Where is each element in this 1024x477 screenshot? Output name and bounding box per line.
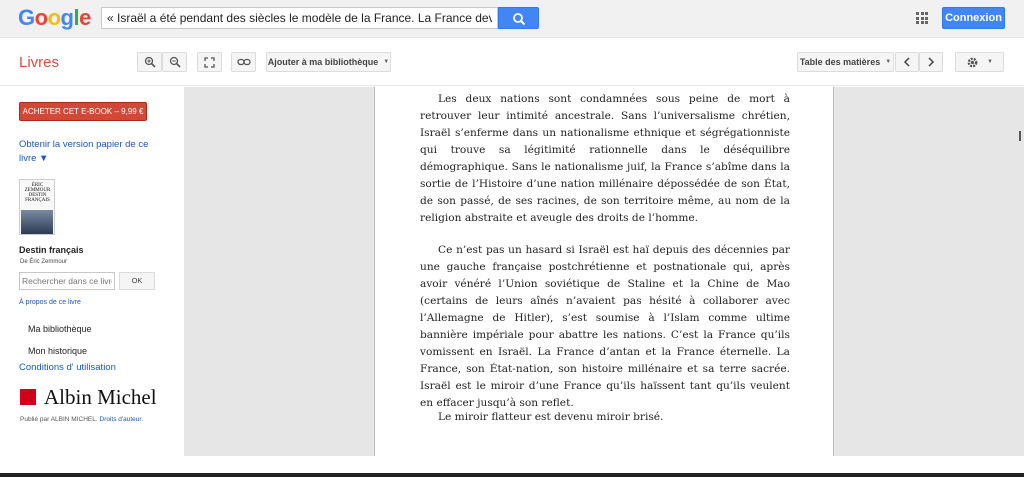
- logo-letter: g: [60, 5, 74, 30]
- published-by-text: Publié par ALBIN MICHEL.: [20, 416, 98, 423]
- publisher-logo[interactable]: [20, 385, 157, 409]
- table-of-contents-button[interactable]: [797, 52, 894, 72]
- signin-button[interactable]: Connexion: [942, 7, 1005, 29]
- zoom-in-button[interactable]: [137, 52, 162, 72]
- book-sidebar: [0, 87, 184, 456]
- logo-letter: o: [34, 5, 48, 30]
- fullscreen-button[interactable]: [197, 52, 222, 72]
- chevron-left-icon: [903, 57, 911, 67]
- publisher-logo-square: [20, 389, 36, 405]
- zoom-out-icon: [169, 56, 181, 68]
- search-in-book-input[interactable]: [19, 272, 115, 290]
- bottom-border: [0, 473, 1024, 477]
- logo-letter: o: [47, 5, 61, 30]
- book-viewer: [184, 87, 1024, 456]
- link-button[interactable]: [231, 52, 256, 72]
- book-title: Destin français: [19, 245, 84, 255]
- page-paragraph-1: Les deux nations sont condamnées sous peine de mort à retrouver leur intimité ancestrale. Sans l’universalisme chrétien, Israël s’enferme dans un nationalisme ethnique et ségrégationniste qui trouve sa légitimité rationnelle dans le déséquilibre démographique. Sans le nationalisme juif, la France s’abîme dans la sortie de l’Histoire d’une nation millénaire dépossédée de son État, de son passé, de ses racines, de son territoire même, au nom de la religion abstraite et aveugle des droits de l’homme.: [420, 93, 790, 224]
- chevron-right-icon: [927, 57, 935, 67]
- sidebar-item-my-library[interactable]: Ma bibliothèque: [28, 324, 92, 334]
- publisher-logo-text: Albin Michel: [44, 384, 157, 409]
- page-paragraph-2: Ce n’est pas un hasard si Israël est haï depuis des décennies par une gauche française postchrétienne et postnationale qui, après avoir vénéré l’Union soviétique de Staline et la Chine de Mao (certains de leurs aînés n’avaient pas hésité à collaborer avec l’Allemagne de Hitler), s’est soumise à l’Islam comme ultime bannière impériale pour abattre les nations. C’est la France qu’ils vomissent en Israël. La France d’antan et la France éternelle. La France, son État-nation, son histoire millénaire et sa terre sacrée. Israël est le miroir d’une France qu’ils haïssent tant qu’ils veulent en effacer jusqu’à son reflet.: [420, 244, 790, 409]
- zoom-in-icon: [144, 56, 156, 68]
- print-version-link[interactable]: Obtenir la version papier de ce livre ▼: [19, 139, 149, 164]
- toc-label: Table des matières: [799, 57, 881, 67]
- search-in-book-ok-button[interactable]: OK: [119, 272, 155, 290]
- books-toolbar: [0, 38, 1024, 86]
- scrollbar-indicator[interactable]: [1019, 131, 1021, 141]
- fullscreen-icon: [204, 57, 215, 68]
- cover-photo: [21, 210, 53, 234]
- book-author: De Éric Zemmour: [20, 259, 68, 265]
- search-input[interactable]: [101, 7, 498, 29]
- cover-title-text: ÉRIC ZEMMOUR DESTIN FRANÇAIS: [24, 183, 51, 203]
- google-logo[interactable]: [18, 5, 91, 31]
- footer-strip: [0, 456, 1024, 477]
- next-page-button[interactable]: [919, 52, 943, 72]
- settings-button[interactable]: [955, 52, 1004, 72]
- logo-letter: G: [18, 5, 35, 30]
- book-cover-thumbnail[interactable]: [19, 179, 55, 235]
- publisher-note: [20, 416, 143, 423]
- about-book-link[interactable]: À propos de ce livre: [19, 299, 81, 306]
- buy-ebook-button[interactable]: ACHETER CET E-BOOK – 9,99 €: [19, 102, 147, 121]
- copyright-link[interactable]: Droits d'auteur.: [99, 416, 144, 423]
- apps-grid-icon[interactable]: [916, 12, 928, 24]
- chevron-down-icon: ▼: [987, 59, 993, 65]
- zoom-out-button[interactable]: [162, 52, 187, 72]
- add-to-library-button[interactable]: [266, 52, 391, 72]
- add-to-library-label: Ajouter à ma bibliothèque: [267, 57, 379, 67]
- page-paragraph-3: Le miroir flatteur est devenu miroir brisé.: [438, 411, 664, 423]
- logo-letter: e: [79, 5, 91, 30]
- book-page: [374, 87, 834, 456]
- books-brand-link[interactable]: Livres: [19, 54, 60, 71]
- search-icon: [499, 8, 540, 30]
- previous-page-button[interactable]: [895, 52, 919, 72]
- chevron-down-icon: ▼: [885, 59, 892, 65]
- search-button[interactable]: [498, 7, 539, 29]
- gear-icon: [966, 56, 979, 69]
- top-bar: [0, 0, 1024, 38]
- terms-of-use-link[interactable]: Conditions d' utilisation: [19, 362, 116, 373]
- logo-letter: l: [73, 5, 80, 30]
- chevron-down-icon: ▼: [383, 59, 390, 65]
- link-icon: [237, 58, 251, 66]
- sidebar-item-my-history[interactable]: Mon historique: [28, 346, 88, 356]
